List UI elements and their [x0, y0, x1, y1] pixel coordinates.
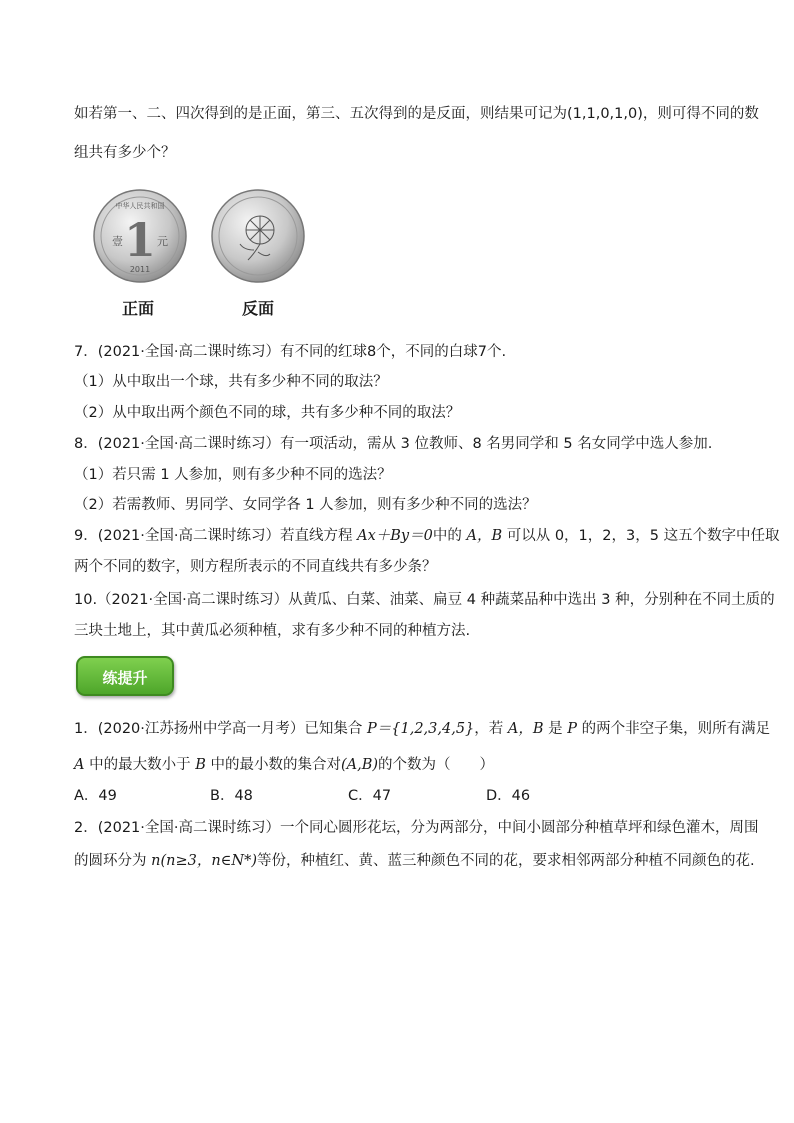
question-10-line-1: 10.（2021·全国·高二课时练习）从黄瓜、白菜、油菜、扁豆 4 种蔬菜品种中选出 3 种，分别种在不同土质的 — [74, 592, 775, 608]
svg-text:元: 元 — [157, 235, 168, 248]
boost-question-1-line-2: A 中的最大数小于 B 中的最小数的集合对(A,B)的个数为（ ） — [74, 757, 495, 773]
option-b: B．48 — [210, 788, 253, 804]
question-7-part-2: （2）从中取出两个颜色不同的球，共有多少种不同的取法？ — [74, 405, 461, 421]
paragraph-line: 组共有多少个？ — [74, 145, 176, 161]
coin-figure — [90, 188, 330, 318]
boost-question-1-line-1: 1．(2020·江苏扬州中学高一月考）已知集合 P＝{1,2,3,4,5}，若 A，B 是 P 的两个非空子集，则所有满足 — [74, 721, 771, 737]
svg-text:1: 1 — [123, 213, 157, 267]
svg-text:中华人民共和国: 中华人民共和国 — [115, 202, 165, 210]
coin-front-icon — [94, 190, 186, 282]
section-badge: 练提升 — [76, 656, 174, 696]
question-8-part-1: （1）若只需 1 人参加，则有多少种不同的选法？ — [74, 467, 392, 483]
question-7-part-1: （1）从中取出一个球，共有多少种不同的取法？ — [74, 374, 388, 390]
question-9-line-2: 两个不同的数字，则方程所表示的不同直线共有多少条？ — [74, 559, 437, 575]
question-7: 7．(2021·全国·高二课时练习）有不同的红球8个，不同的白球7个. — [74, 344, 507, 360]
coin-back-label: 反面 — [242, 301, 275, 318]
coin-images — [90, 188, 330, 298]
option-a: A．49 — [74, 788, 117, 804]
coin-back-icon — [212, 190, 304, 282]
boost-question-2-line-1: 2．(2021·全国·高二课时练习）一个同心圆形花坛，分为两部分，中间小圆部分种植草坪和绿色灌木，周围 — [74, 820, 759, 836]
question-8: 8．(2021·全国·高二课时练习）有一项活动，需从 3 位教师、8 名男同学和 5 名女同学中选人参加. — [74, 436, 713, 452]
question-9-line-1: 9．(2021·全国·高二课时练习）若直线方程 Ax＋By＝0中的 A，B 可以从 0，1，2，3，5 这五个数字中任取 — [74, 528, 780, 544]
coin-front-label: 正面 — [122, 301, 155, 318]
option-d: D．46 — [486, 788, 531, 804]
svg-text:壹: 壹 — [112, 235, 123, 248]
svg-text:2011: 2011 — [129, 265, 151, 274]
question-8-part-2: （2）若需教师、男同学、女同学各 1 人参加，则有多少种不同的选法？ — [74, 497, 537, 513]
question-10-line-2: 三块土地上，其中黄瓜必须种植，求有多少种不同的种植方法. — [74, 623, 471, 639]
boost-question-2-line-2: 的圆环分为 n(n≥3，n∈N*)等份，种植红、黄、蓝三种颜色不同的花，要求相邻两部分种植不同颜色的花. — [74, 853, 755, 869]
option-c: C．47 — [348, 788, 392, 804]
paragraph-line: 如若第一、二、四次得到的是正面，第三、五次得到的是反面，则结果可记为(1,1,0,1,0)，则可得不同的数 — [74, 106, 759, 122]
